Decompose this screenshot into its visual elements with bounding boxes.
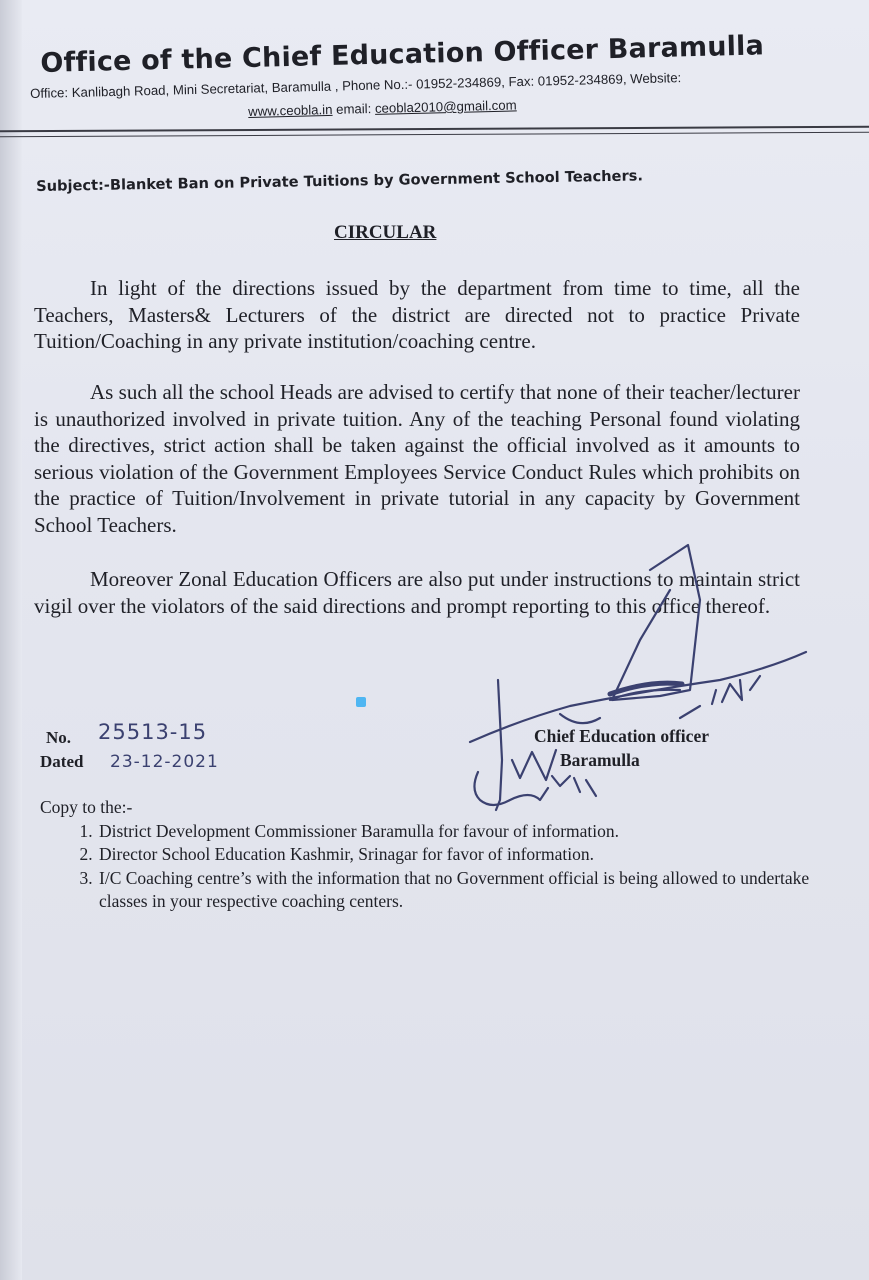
list-item: 3. I/C Coaching centre’s with the information that no Government official is being allowed to undertake classes in your respective coaching centers. [97, 867, 820, 914]
header-rule [0, 126, 869, 133]
officer-title: Chief Education officer [534, 726, 709, 746]
paper-edge [0, 0, 22, 1280]
office-address: Office: Kanlibagh Road, Mini Secretariat, Baramulla , Phone No.:- 01952-234869, Fax: 01952-234869, Website: [30, 70, 682, 101]
date-label: Dated [40, 752, 84, 771]
paragraph-2: As such all the school Heads are advised to certify that none of their teacher/lecturer is unauthorized involved in private tuition. Any of the teaching Personal found violating the directives, strict action shall be taken against the official involved as it amounts to serious violation of the Government Employees Service Conduct Rules which prohibits on the practice of Tuition/Involvement in private tutorial in any capacity by Government School Teachers. [34, 380, 800, 537]
reference-number-label: No. [46, 728, 72, 747]
circular-title: CIRCULAR [334, 222, 437, 243]
signature-block [534, 724, 709, 772]
paragraph-3: Moreover Zonal Education Officers are also put under instructions to maintain strict vigil over the violators of the said directions and prompt reporting to this office thereof. [34, 567, 800, 618]
email-label: email: [335, 100, 372, 117]
office-title: Office of the Chief Education Officer Baramulla [40, 30, 765, 79]
email-link[interactable]: ceobla2010@gmail.com [374, 97, 517, 116]
website-link[interactable]: www.ceobla.in [248, 101, 333, 119]
subject-line: Subject:-Blanket Ban on Private Tuitions by Government School Teachers. [36, 167, 644, 195]
office-contact [248, 97, 517, 119]
blue-marker-dot [356, 697, 366, 707]
date-handwritten: 23-12-2021 [110, 752, 219, 772]
list-item: 2. Director School Education Kashmir, Srinagar for favor of information. [97, 843, 820, 867]
copy-to-section [40, 796, 820, 914]
copy-to-list [40, 820, 820, 914]
header-rule-thin [0, 132, 869, 138]
list-item: 1. District Development Commissioner Baramulla for favour of information. [97, 820, 820, 844]
copy-to-heading: Copy to the:- [40, 797, 133, 817]
reference-number-handwritten: 25513-15 [98, 720, 208, 744]
officer-place: Baramulla [560, 750, 640, 770]
paragraph-1: In light of the directions issued by the department from time to time, all the Teachers, Masters& Lecturers of the district are directed not to practice Private Tuition/Coaching in any private institution/coaching centre. [34, 276, 800, 353]
